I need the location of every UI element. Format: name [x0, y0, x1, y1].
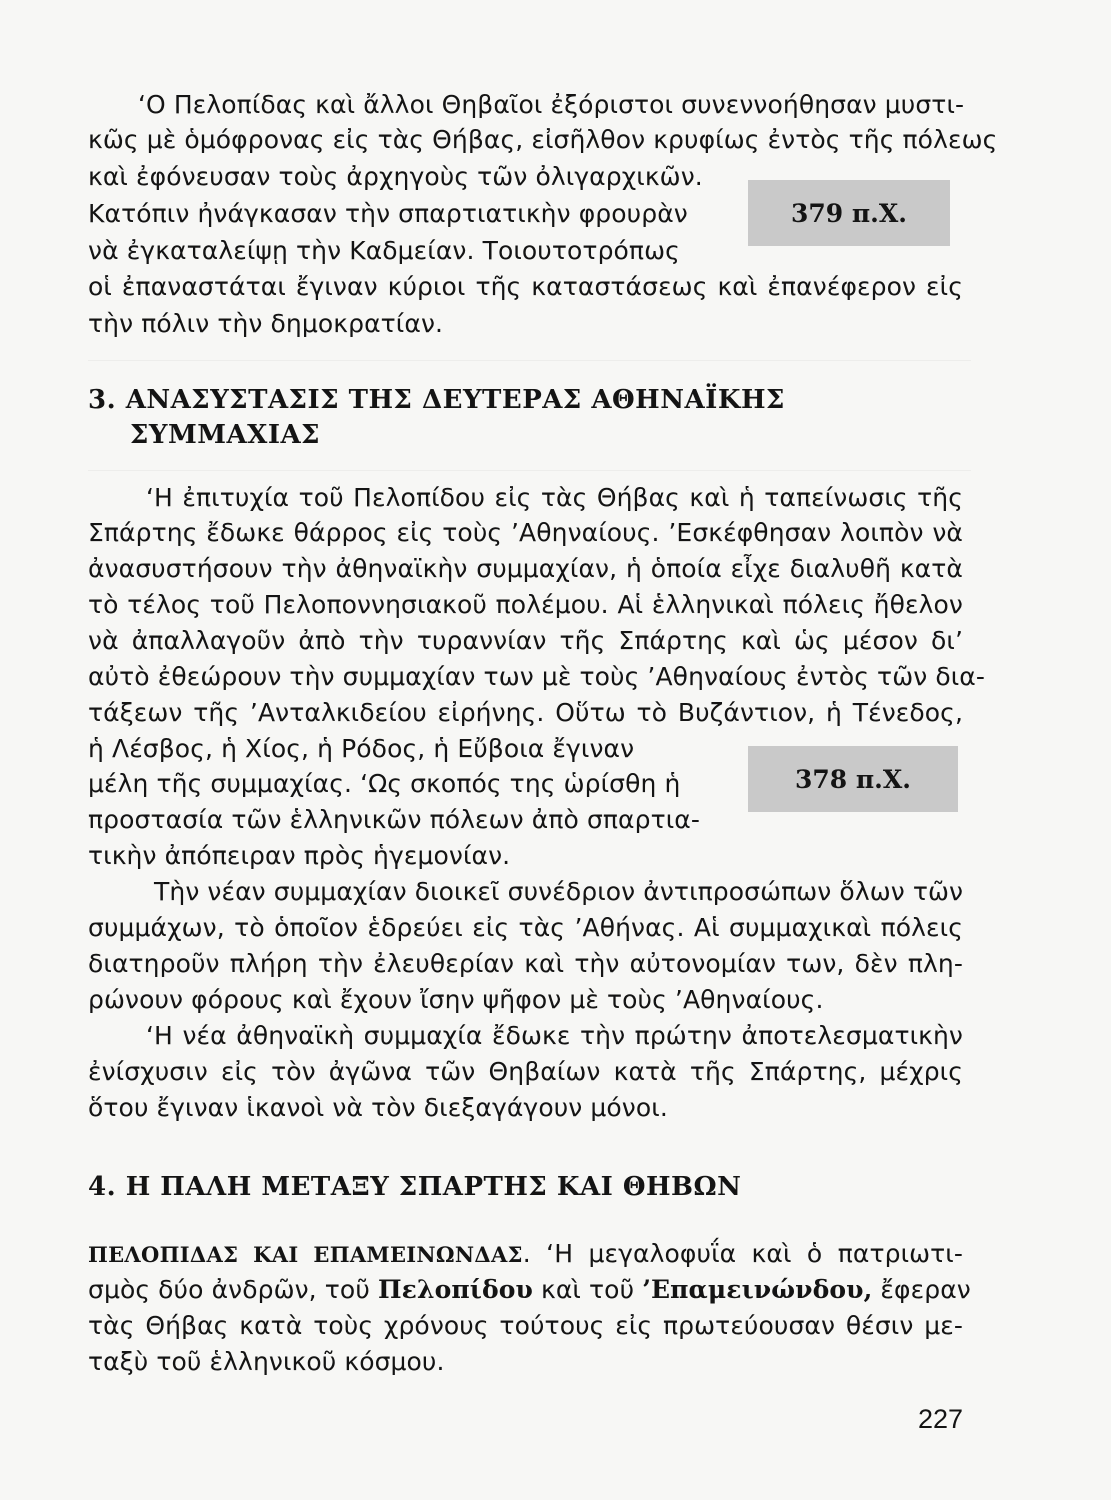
text-line: τὸ τέλος τοῦ Πελοποννησιακοῦ πολέμου. Αἱ ἑλληνικαὶ πόλεις ἤθελον: [88, 590, 963, 619]
text-run: σμὸς δύο ἀνδρῶν, τοῦ: [88, 1275, 378, 1304]
text-line: καὶ ἐφόνευσαν τοὺς ἀρχηγοὺς τῶν ὀλιγαρχικῶν.: [88, 162, 703, 191]
text-line: ἀνασυστήσουν τὴν ἀθηναϊκὴν συμμαχίαν, ἡ ὁποία εἶχε διαλυθῆ κατὰ: [88, 554, 963, 583]
text-line: συμμάχων, τὸ ὁποῖον ἑδρεύει εἰς τὰς ’Αθήνας. Αἱ συμμαχικαὶ πόλεις: [88, 913, 963, 942]
text-line: αὐτὸ ἐθεώρουν τὴν συμμαχίαν των μὲ τοὺς ’Αθηναίους ἐντὸς τῶν δια-: [88, 662, 986, 691]
bold-name: ’Επαμεινώνδου,: [642, 1275, 873, 1304]
text-line: Σπάρτης ἔδωκε θάρρος εἰς τοὺς ’Αθηναίους. ’Εσκέφθησαν λοιπὸν νὰ: [88, 518, 963, 547]
date-margin-box: 378 π.Χ.: [748, 746, 958, 812]
text-line: τικὴν ἀπόπειραν πρὸς ἡγεμονίαν.: [88, 841, 511, 870]
text-line: ὅτου ἔγιναν ἱκανοὶ νὰ τὸν διεξαγάγουν μόνοι.: [88, 1093, 668, 1122]
text-line: Κατόπιν ἠνάγκασαν τὴν σπαρτιατικὴν φρουρὰν: [88, 199, 688, 228]
text-line: ταξὺ τοῦ ἑλληνικοῦ κόσμου.: [88, 1347, 445, 1376]
bleed-through: [88, 470, 971, 471]
text-line: ἐνίσχυσιν εἰς τὸν ἀγῶνα τῶν Θηβαίων κατὰ τῆς Σπάρτης, μέχρις: [88, 1057, 963, 1086]
text-line: ‘Ο Πελοπίδας καὶ ἄλλοι Θηβαῖοι ἐξόριστοι συνεννοήθησαν μυστι-: [138, 90, 965, 119]
section-heading-cont: ΣΥΜΜΑΧΙΑΣ: [130, 420, 321, 450]
text-line: κῶς μὲ ὁμόφρονας εἰς τὰς Θήβας, εἰσῆλθον κρυφίως ἐντὸς τῆς πόλεως: [88, 125, 998, 154]
bold-name: Πελοπίδου: [377, 1275, 533, 1304]
text-line: ‘Η νέα ἀθηναϊκὴ συμμαχία ἔδωκε τὴν πρώτην ἀποτελεσματικὴν: [146, 1021, 963, 1050]
text-line: μέλη τῆς συμμαχίας. ‘Ως σκοπός της ὡρίσθη ἡ: [88, 769, 681, 798]
text-line: ρώνουν φόρους καὶ ἔχουν ἴσην ψῆφον μὲ τοὺς ’Αθηναίους.: [88, 985, 824, 1014]
text-line: τάξεων τῆς ’Ανταλκιδείου εἰρήνης. Οὕτω τὸ Βυζάντιον, ἡ Τένεδος,: [88, 698, 963, 727]
text-line: Τὴν νέαν συμμαχίαν διοικεῖ συνέδριον ἀντιπροσώπων ὅλων τῶν: [154, 877, 964, 906]
text-line: ἡ Λέσβος, ἡ Χίος, ἡ Ρόδος, ἡ Εὔβοια ἔγιναν: [88, 734, 635, 763]
text-run: καὶ τοῦ: [532, 1275, 643, 1304]
text-line: διατηροῦν πλήρη τὴν ἐλευθερίαν καὶ τὴν αὐτονομίαν των, δὲν πλη-: [88, 949, 963, 978]
section-heading: 4. Η ΠΑΛΗ ΜΕΤΑΞΥ ΣΠΑΡΤΗΣ ΚΑΙ ΘΗΒΩΝ: [88, 1172, 742, 1202]
text-line: ‘Η ἐπιτυχία τοῦ Πελοπίδου εἰς τὰς Θήβας καὶ ἡ ταπείνωσις τῆς: [146, 483, 963, 512]
text-run: ἔφεραν: [872, 1275, 971, 1304]
text-line: νὰ ἐγκαταλείψῃ τὴν Καδμείαν. Τοιουτοτρόπως: [88, 236, 680, 265]
text-line: [88, 1237, 963, 1272]
subsection-title: ΠΕΛΟΠΙΔΑΣ ΚΑΙ ΕΠΑΜΕΙΝΩΝΔΑΣ: [88, 1242, 523, 1267]
section-heading: 3. ΑΝΑΣΥΣΤΑΣΙΣ ΤΗΣ ΔΕΥΤΕΡΑΣ ΑΘΗΝΑΪΚΗΣ: [88, 385, 785, 415]
text-run: . ‘Η μεγαλοφυΐα καὶ ὁ πατριωτι-: [522, 1239, 963, 1268]
text-line: νὰ ἀπαλλαγοῦν ἀπὸ τὴν τυραννίαν τῆς Σπάρτης καὶ ὡς μέσον δι’: [88, 626, 963, 655]
page-number: 227: [918, 1404, 964, 1434]
text-line: προστασία τῶν ἑλληνικῶν πόλεων ἀπὸ σπαρτια-: [88, 805, 701, 834]
date-margin-box: 379 π.Χ.: [748, 180, 950, 246]
text-line: τὴν πόλιν τὴν δημοκρατίαν.: [88, 309, 444, 338]
bleed-through: [88, 360, 971, 361]
text-line: [88, 1273, 971, 1307]
text-line: τὰς Θήβας κατὰ τοὺς χρόνους τούτους εἰς πρωτεύουσαν θέσιν με-: [88, 1311, 963, 1340]
text-line: οἱ ἐπαναστάται ἔγιναν κύριοι τῆς καταστάσεως καὶ ἐπανέφερον εἰς: [88, 272, 963, 301]
